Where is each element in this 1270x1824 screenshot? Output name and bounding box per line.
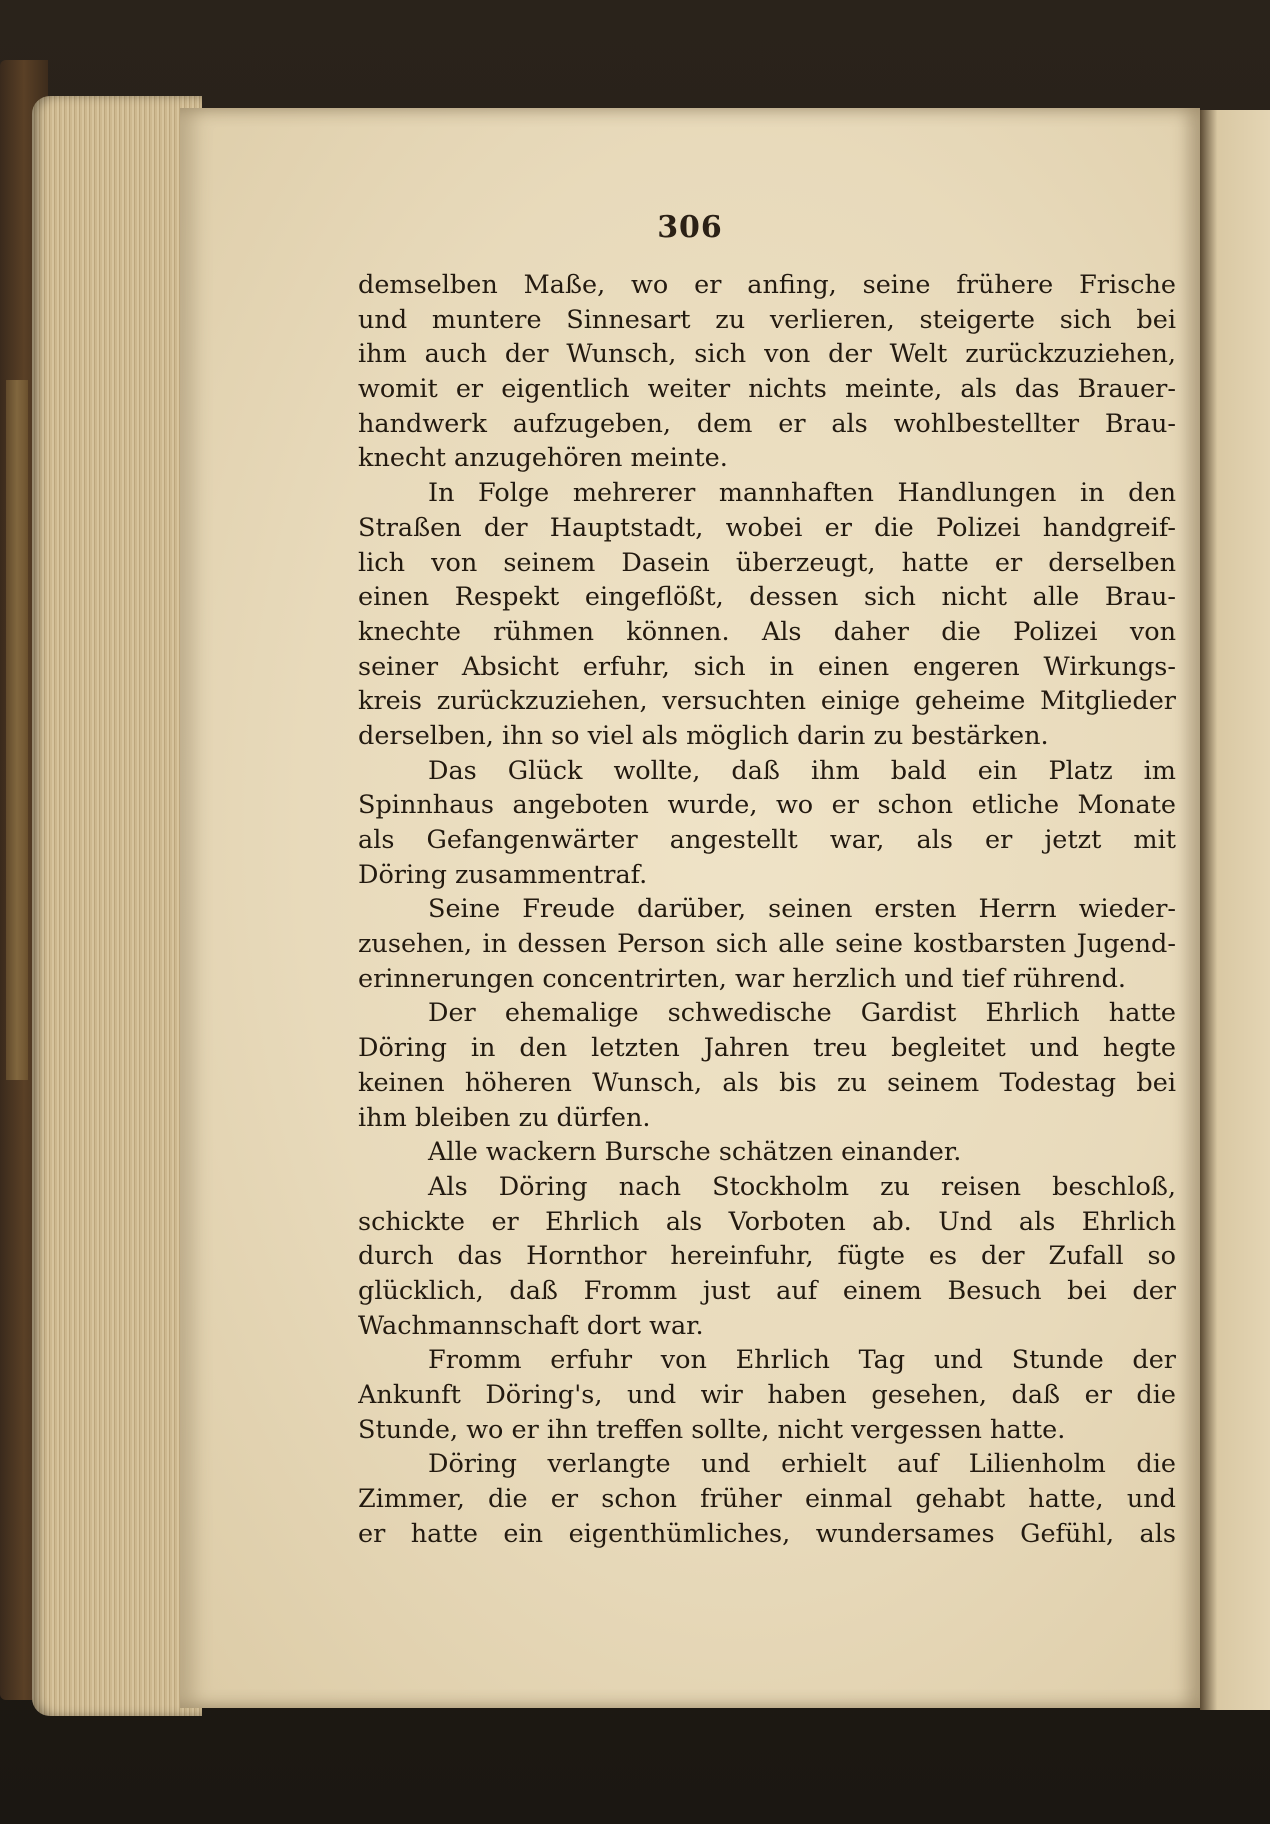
text-line: Wachmannschaft dort war. bbox=[358, 1310, 704, 1341]
text-line: Ankunft Döring's, und wir haben gesehen, daß er die bbox=[358, 1380, 1176, 1410]
text-line: Alle wackern Bursche schätzen einander. bbox=[428, 1137, 962, 1168]
text-line: lich von seinem Dasein überzeugt, hatte er derselben bbox=[358, 547, 1176, 578]
cover-edge-gilding bbox=[6, 380, 28, 1080]
text-line: Stunde, wo er ihn treffen sollte, nicht vergessen hatte. bbox=[358, 1414, 1066, 1445]
text-line: In Folge mehrerer mannhaften Handlungen in den bbox=[428, 478, 1176, 509]
text-line: derselben, ihn so viel als möglich darin zu bestärken. bbox=[358, 720, 1049, 751]
text-line: seiner Absicht erfuhr, sich in einen engeren Wirkungs- bbox=[358, 651, 1176, 682]
text-line: knecht anzugehören meinte. bbox=[358, 443, 728, 474]
facing-page-edge bbox=[1200, 110, 1270, 1710]
text-line: Fromm erfuhr von Ehrlich Tag und Stunde der bbox=[428, 1345, 1176, 1376]
text-line: Als Döring nach Stockholm zu reisen beschloß, bbox=[428, 1171, 1176, 1202]
text-line: Döring verlangte und erhielt auf Lilienholm die bbox=[428, 1449, 1176, 1480]
text-line: glücklich, daß Fromm just auf einem Besuch bei der bbox=[358, 1275, 1176, 1306]
text-line: und muntere Sinnesart zu verlieren, steigerte sich bei bbox=[358, 304, 1176, 335]
text-line: knechte rühmen können. Als daher die Polizei von bbox=[358, 616, 1176, 647]
page-edges bbox=[32, 96, 202, 1716]
text-line: Döring zusammentraf. bbox=[358, 859, 648, 890]
text-line: Das Glück wollte, daß ihm bald ein Platz im bbox=[428, 755, 1176, 786]
text-line: womit er eigentlich weiter nichts meinte, als das Brauer- bbox=[358, 374, 1176, 405]
text-line: Spinnhaus angeboten wurde, wo er schon etliche Monate bbox=[358, 790, 1176, 821]
text-line: Seine Freude darüber, seinen ersten Herrn wieder- bbox=[428, 894, 1176, 925]
text-line: Zimmer, die er schon früher einmal gehabt hatte, und bbox=[358, 1484, 1176, 1515]
text-line: Döring in den letzten Jahren treu begleitet und hegte bbox=[358, 1033, 1176, 1064]
text-line: er hatte ein eigenthümliches, wundersames Gefühl, als bbox=[358, 1518, 1176, 1549]
text-line: Straßen der Hauptstadt, wobei er die Polizei handgreif- bbox=[358, 512, 1176, 543]
page-text bbox=[358, 268, 1176, 1551]
text-line: zusehen, in dessen Person sich alle seine kostbarsten Jugend- bbox=[358, 929, 1176, 960]
text-line: durch das Hornthor hereinfuhr, fügte es der Zufall so bbox=[358, 1241, 1176, 1272]
book-page bbox=[180, 108, 1200, 1708]
text-line: kreis zurückzuziehen, versuchten einige geheime Mitglieder bbox=[358, 686, 1176, 717]
text-line: demselben Maße, wo er anfing, seine frühere Frische bbox=[358, 270, 1176, 300]
text-line: einen Respekt eingeflößt, dessen sich nicht alle Brau- bbox=[358, 582, 1176, 613]
text-line: schickte er Ehrlich als Vorboten ab. Und als Ehrlich bbox=[358, 1206, 1176, 1237]
text-line: erinnerungen concentrirten, war herzlich und tief rührend. bbox=[358, 963, 1127, 994]
text-line: als Gefangenwärter angestellt war, als er jetzt mit bbox=[358, 825, 1176, 855]
text-line: Der ehemalige schwedische Gardist Ehrlich hatte bbox=[428, 998, 1176, 1029]
text-line: ihm bleiben zu dürfen. bbox=[358, 1102, 651, 1133]
text-line: keinen höheren Wunsch, als bis zu seinem Todestag bei bbox=[358, 1067, 1176, 1098]
page-number: 306 bbox=[657, 210, 723, 245]
text-line: handwerk aufzugeben, dem er als wohlbestellter Brau- bbox=[358, 408, 1176, 439]
text-line: ihm auch der Wunsch, sich von der Welt zurückzuziehen, bbox=[358, 339, 1176, 370]
